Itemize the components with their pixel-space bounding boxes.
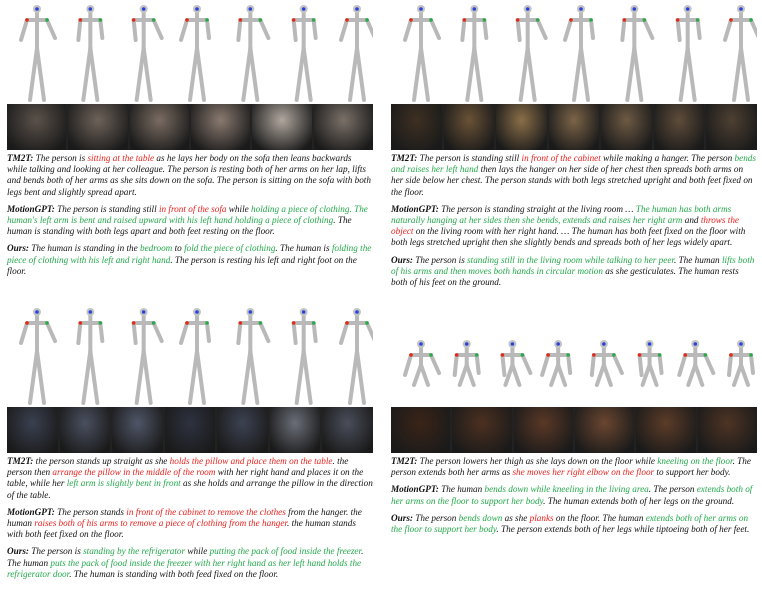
skeleton-figures xyxy=(391,303,757,407)
incorrect-phrase: planks xyxy=(529,512,554,523)
method-label: MotionGPT: xyxy=(7,506,55,517)
caption-paragraph xyxy=(391,456,757,478)
video-frame xyxy=(391,104,442,150)
video-frame xyxy=(452,407,511,453)
figure-panel-floor xyxy=(391,303,757,541)
skeleton-figure xyxy=(238,308,268,403)
skeleton-figure xyxy=(132,5,162,100)
skeleton-figure xyxy=(181,308,209,403)
caption-text: on the living room with her right hand. … The human has both feet fixed on the floor with both legs stretched upright then she slightly bends and spreads both of her legs widely apart. xyxy=(391,226,746,248)
video-frame xyxy=(165,407,216,453)
captions xyxy=(391,456,757,535)
egocentric-frames xyxy=(391,407,757,453)
caption-text: . The person extends both her arms as xyxy=(391,456,751,478)
video-frame xyxy=(514,407,573,453)
caption-text: and xyxy=(682,215,701,226)
caption-text: The person is standing still xyxy=(417,153,522,163)
caption-text: The person stands xyxy=(54,506,127,517)
caption-text: as she xyxy=(502,512,530,523)
skeleton-sequence xyxy=(391,0,757,104)
correct-phrase: left arm is slightly bent in front xyxy=(66,478,181,489)
caption-paragraph xyxy=(7,243,373,277)
caption-text: as he lays her body on the sofa then leans backwards while talking and looking at her colleague. The person is resting both of her arms on her lap, lifts and bends both of her arms as she sits down on the sofa. The person is sitting on the sofa with both legs bent and slightly spread apart. xyxy=(7,153,371,197)
egocentric-frames xyxy=(391,104,757,150)
skeleton-sequence xyxy=(7,303,373,407)
caption-text: . The person xyxy=(648,484,697,495)
skeleton-figure xyxy=(78,5,102,100)
correct-phrase: puts the pack of food inside the freezer with her right hand as her left hand holds the refrigerator door xyxy=(7,557,362,579)
caption-text: The person is xyxy=(412,254,468,265)
correct-phrase: bedroom xyxy=(140,243,173,254)
caption-text: with her right hand and places it on the table, while her xyxy=(7,467,364,489)
method-label: Ours: xyxy=(391,254,413,265)
caption-text: The human xyxy=(438,484,485,495)
video-frame xyxy=(706,104,757,150)
video-frame xyxy=(549,104,600,150)
incorrect-phrase: in front of the cabinet to remove the clothes xyxy=(126,506,286,517)
correct-phrase: standing by the refrigerator xyxy=(83,546,186,557)
caption-paragraph xyxy=(7,204,373,238)
method-label: Ours: xyxy=(7,546,29,557)
video-frame xyxy=(654,104,705,150)
caption-paragraph xyxy=(7,456,373,501)
egocentric-frames xyxy=(7,104,373,150)
egocentric-frames xyxy=(7,407,373,453)
skeleton-figure xyxy=(21,5,55,100)
caption-text: then lays the hanger on her side of her chest then spreads both arms on her side below her chest. The person stands with both legs stretched upright and both feet fixed on the floor. xyxy=(391,164,753,197)
video-frame xyxy=(252,104,311,150)
captions xyxy=(7,153,373,277)
correct-phrase: putting the pack of food inside the freezer xyxy=(209,546,362,557)
incorrect-phrase: sitting at the table xyxy=(87,153,155,163)
video-frame xyxy=(314,104,373,150)
video-frame xyxy=(601,104,652,150)
caption-text: The person xyxy=(412,512,459,523)
skeleton-figure xyxy=(638,340,662,385)
skeleton-figure xyxy=(455,340,479,385)
figure-panel-refrigerator xyxy=(7,303,373,586)
caption-text: from the hanger. the human xyxy=(7,506,362,529)
caption-text: . The human xyxy=(673,254,722,265)
skeleton-figure xyxy=(405,340,439,385)
video-frame xyxy=(391,407,450,453)
video-frame xyxy=(130,104,189,150)
method-label: TM2T: xyxy=(7,456,34,466)
correct-phrase: extends both of her arms on the floor to support her body xyxy=(391,512,749,535)
incorrect-phrase: in front of the cabinet xyxy=(521,153,601,163)
skeleton-figure xyxy=(21,308,55,403)
correct-phrase: kneeling on the floor xyxy=(657,456,733,466)
caption-text: to xyxy=(172,243,185,254)
skeleton-figure xyxy=(592,340,622,385)
correct-phrase: fold the piece of clothing xyxy=(184,243,276,254)
video-frame xyxy=(575,407,634,453)
caption-text: to support her body. xyxy=(654,467,731,478)
correct-phrase: bends down xyxy=(458,512,503,523)
video-frame xyxy=(270,407,321,453)
video-frame xyxy=(7,407,58,453)
method-label: TM2T: xyxy=(391,153,418,163)
correct-phrase: standing still in the living room while talking to her peer xyxy=(467,254,674,265)
skeleton-figure xyxy=(132,308,162,403)
correct-phrase: folding the piece of clothing with his left and right hand xyxy=(7,243,372,265)
skeleton-figure xyxy=(516,5,546,100)
caption-text: the person stands up straight as she xyxy=(33,456,170,466)
caption-text: . The human extends both of her legs on the ground. xyxy=(543,495,735,506)
video-frame xyxy=(68,104,127,150)
skeleton-figures xyxy=(7,0,373,104)
caption-text: . The person is resting his left and right foot on the floor. xyxy=(7,254,357,276)
caption-text: The person is standing straight at the living room … xyxy=(438,203,636,214)
caption-text: . the human stands with both feet fixed on the floor. xyxy=(7,518,356,540)
skeleton-sequence xyxy=(391,303,757,407)
caption-text: while making a hanger. The person xyxy=(600,153,735,163)
method-label: MotionGPT: xyxy=(391,203,439,214)
caption-text: as she gesticulates. The human rests both of his feet on the ground. xyxy=(391,265,739,288)
caption-paragraph xyxy=(391,153,757,198)
method-label: Ours: xyxy=(7,243,29,254)
correct-phrase: lifts both of his arms and then moves both hands in circular motion xyxy=(391,254,755,276)
method-label: TM2T: xyxy=(7,153,34,163)
skeleton-figure xyxy=(78,308,102,403)
caption-text: while xyxy=(226,203,251,214)
method-label: MotionGPT: xyxy=(7,203,55,214)
video-frame xyxy=(60,407,111,453)
caption-text: . The human is xyxy=(275,243,332,254)
skeleton-figure xyxy=(542,340,570,385)
caption-paragraph xyxy=(391,255,757,289)
skeleton-figure xyxy=(501,340,531,385)
video-frame xyxy=(636,407,695,453)
figure-panel-hanger xyxy=(391,0,757,294)
skeleton-figure xyxy=(341,308,373,403)
correct-phrase: holding a piece of clothing. The human's left arm is bent and raised upward with his left hand holding a piece of clothing xyxy=(7,203,368,226)
correct-phrase: extends both of her arms on the floor to support her body xyxy=(391,484,753,506)
correct-phrase: The human has both arms naturally hanging at her sides then she bends, extends and raises her right arm xyxy=(391,203,732,226)
video-frame xyxy=(444,104,495,150)
video-frame xyxy=(112,407,163,453)
skeleton-figure xyxy=(238,5,268,100)
caption-paragraph xyxy=(7,507,373,541)
captions xyxy=(7,456,373,580)
figure-panel-sofa xyxy=(7,0,373,283)
caption-paragraph xyxy=(7,546,373,580)
video-frame xyxy=(698,407,757,453)
caption-text: . the person then xyxy=(7,456,349,478)
incorrect-phrase: she moves her right elbow on the floor xyxy=(512,467,655,478)
video-frame xyxy=(496,104,547,150)
video-frame xyxy=(322,407,373,453)
method-label: MotionGPT: xyxy=(391,484,439,495)
skeleton-figure xyxy=(729,340,753,385)
caption-text: . The human is standing with both feed fixed on the floor. xyxy=(69,568,279,579)
video-frame xyxy=(7,104,66,150)
video-frame xyxy=(191,104,250,150)
method-label: TM2T: xyxy=(391,456,418,466)
caption-paragraph xyxy=(391,484,757,506)
caption-text: The person lowers her thigh as she lays down on the floor while xyxy=(417,456,658,466)
correct-phrase: bends down while kneeling in the living area xyxy=(484,484,649,495)
skeleton-figure xyxy=(725,5,757,100)
incorrect-phrase: holds the pillow and place them on the table xyxy=(169,456,333,466)
caption-text: while xyxy=(185,546,210,557)
skeleton-figure xyxy=(341,5,373,100)
incorrect-phrase: throws the object xyxy=(391,215,740,237)
skeleton-figure xyxy=(676,5,700,100)
caption-text: as she holds and arrange the pillow in the direction of the table. xyxy=(7,478,373,500)
skeleton-figure xyxy=(565,5,593,100)
incorrect-phrase: raises both of his arms to remove a piece of clothing from the hanger xyxy=(34,518,288,529)
incorrect-phrase: in front of the sofa xyxy=(158,203,227,214)
caption-text: on the floor. The human xyxy=(553,512,646,523)
skeleton-figure xyxy=(405,5,439,100)
correct-phrase: bends and raises her left hand xyxy=(391,153,756,175)
caption-text: . The human xyxy=(7,546,364,568)
skeleton-sequence xyxy=(7,0,373,104)
caption-text: . The person extends both of her legs while tiptoeing both of her feet. xyxy=(496,524,750,535)
caption-text: . The human is standing with both legs apart and both feet resting on the floor. xyxy=(7,215,352,237)
skeleton-figure xyxy=(292,5,316,100)
caption-paragraph xyxy=(391,204,757,249)
skeleton-figure xyxy=(292,308,316,403)
skeleton-figure xyxy=(679,340,713,385)
caption-text: The person is standing still xyxy=(54,203,159,214)
incorrect-phrase: arrange the pillow in the middle of the room xyxy=(52,467,216,478)
skeleton-figure xyxy=(622,5,652,100)
skeleton-figures xyxy=(7,303,373,407)
skeleton-figures xyxy=(391,0,757,104)
caption-text: The human is standing in the xyxy=(28,243,140,254)
skeleton-figure xyxy=(181,5,209,100)
caption-paragraph xyxy=(7,153,373,198)
method-label: Ours: xyxy=(391,512,413,523)
skeleton-figure xyxy=(462,5,486,100)
caption-paragraph xyxy=(391,513,757,535)
caption-text: The person is xyxy=(33,153,88,163)
video-frame xyxy=(217,407,268,453)
captions xyxy=(391,153,757,288)
caption-text: The person is xyxy=(28,546,84,557)
